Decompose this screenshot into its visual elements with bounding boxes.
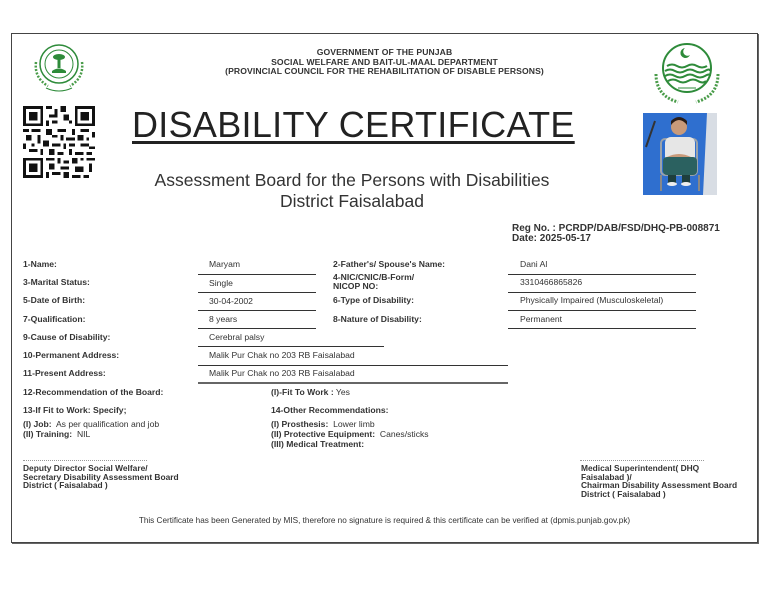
nic-label: [333, 273, 414, 291]
protective-equipment-label: (II) Protective Equipment:: [271, 429, 376, 439]
left-signatory-line-2: Secretary Disability Assessment Board: [23, 471, 179, 482]
assessment-board-subtitle: [12, 170, 692, 212]
nature-of-disability-underline: [508, 328, 696, 329]
marital-status-underline: [198, 292, 316, 293]
medical-treatment-row: [271, 439, 429, 449]
nic-label-line-2: NICOP NO:: [333, 281, 379, 291]
subtitle-line-1: Assessment Board for the Persons with Disabilities: [154, 170, 550, 190]
job-label: (I) Job:: [23, 419, 52, 429]
left-signatory-line-1: Deputy Director Social Welfare/: [23, 463, 148, 473]
prosthesis-row: [271, 419, 429, 429]
training-value: NIL: [76, 429, 91, 439]
type-of-disability-underline: [508, 310, 696, 311]
certificate-title: DISABILITY CERTIFICATE: [132, 104, 575, 145]
fit-to-work-details: [23, 419, 159, 439]
father-spouse-name-underline: [508, 274, 696, 275]
fit-to-work-label: (I)-Fit To Work :: [271, 387, 334, 397]
applicant-photo: [643, 113, 717, 195]
header-line-1: GOVERNMENT OF THE PUNJAB: [316, 47, 453, 57]
prosthesis-label: (I) Prosthesis:: [271, 419, 329, 429]
registration-info: [512, 224, 720, 243]
cause-of-disability-value: Cerebral palsy: [209, 332, 265, 342]
right-signatory: [581, 464, 737, 498]
nic-underline: [508, 292, 696, 293]
type-of-disability-value: Physically Impaired (Musculoskeletal): [520, 295, 664, 305]
present-address-underline: [198, 382, 508, 384]
dob-label: 5-Date of Birth:: [23, 295, 86, 305]
other-recommendations-heading: 14-Other Recommendations:: [271, 405, 389, 415]
permanent-address-value: Malik Pur Chak no 203 RB Faisalabad: [209, 350, 355, 360]
father-spouse-name-label: 2-Father's/ Spouse's Name:: [333, 259, 446, 269]
marital-status-label: 3-Marital Status:: [23, 277, 90, 287]
present-address-value: Malik Pur Chak no 203 RB Faisalabad: [209, 368, 355, 378]
qualification-label: 7-Qualification:: [23, 314, 86, 324]
prosthesis-value: Lower limb: [333, 419, 375, 429]
left-signature-line: [23, 460, 147, 461]
nic-label-line-1: 4-NIC/CNIC/B-Form/: [333, 272, 415, 282]
header-line-3: (PROVINCIAL COUNCIL FOR THE REHABILITATION OF DISABLE PERSONS): [225, 66, 544, 76]
training-row: [23, 429, 159, 439]
recommendation-label: 12-Recommendation of the Board:: [23, 387, 164, 397]
other-recommendations-details: [271, 419, 429, 449]
header-line-2: SOCIAL WELFARE AND BAIT-UL-MAAL DEPARTMENT: [271, 56, 498, 67]
protective-equipment-row: [271, 429, 429, 439]
name-label: 1-Name:: [23, 259, 57, 269]
name-value: Maryam: [209, 259, 241, 269]
father-spouse-name-value: Dani Al: [520, 259, 548, 269]
fit-to-work-specify-heading: 13-If Fit to Work: Specify;: [23, 405, 127, 415]
permanent-address-label: 10-Permanent Address:: [23, 350, 120, 360]
right-signatory-line-1: Medical Superintendent( DHQ: [581, 463, 700, 473]
type-of-disability-label: 6-Type of Disability:: [333, 295, 415, 305]
cause-of-disability-underline: [198, 346, 384, 347]
dob-underline: [198, 310, 316, 311]
training-label: (II) Training:: [23, 429, 73, 439]
job-value: As per qualification and job: [55, 419, 160, 429]
cause-of-disability-label: 9-Cause of Disability:: [23, 332, 111, 342]
right-signatory-line-4: District ( Faisalabad ): [581, 488, 666, 499]
left-signatory: [23, 464, 179, 490]
dob-value: 30-04-2002: [209, 296, 253, 306]
disability-certificate: [11, 33, 758, 543]
nature-of-disability-label: 8-Nature of Disability:: [333, 314, 422, 324]
right-signature-line: [580, 460, 704, 461]
punjab-emblem-icon: [644, 38, 730, 108]
right-signatory-line-3: Chairman Disability Assessment Board: [581, 480, 738, 490]
qualification-value: 8 years: [209, 314, 238, 324]
nic-value: 3310466865826: [520, 277, 583, 287]
nature-of-disability-value: Permanent: [520, 314, 563, 324]
marital-status-value: Single: [209, 278, 233, 288]
subtitle-line-2: District Faisalabad: [280, 191, 424, 211]
reg-date: Date: 2025-05-17: [512, 232, 591, 244]
protective-equipment-value: Canes/sticks: [379, 429, 429, 439]
left-signatory-line-3: District ( Faisalabad ): [23, 480, 108, 490]
qualification-underline: [198, 328, 316, 329]
verification-footer: This Certificate has been Generated by MIS, therefore no signature is required & this certificate can be verified at (dpmis.punjab.gov.pk): [138, 516, 631, 525]
name-underline: [198, 274, 316, 275]
fit-to-work: [271, 387, 350, 397]
permanent-address-underline: [198, 365, 508, 366]
job-row: [23, 419, 159, 429]
present-address-label: 11-Present Address:: [23, 368, 106, 378]
medical-treatment-label: (III) Medical Treatment:: [271, 439, 365, 449]
qr-code-icon: [22, 106, 96, 178]
reg-no: Reg No. : PCRDP/DAB/FSD/DHQ-PB-008871: [512, 223, 720, 234]
right-signatory-line-2: Faisalabad )/: [581, 471, 632, 482]
fit-to-work-value: Yes: [335, 387, 350, 397]
